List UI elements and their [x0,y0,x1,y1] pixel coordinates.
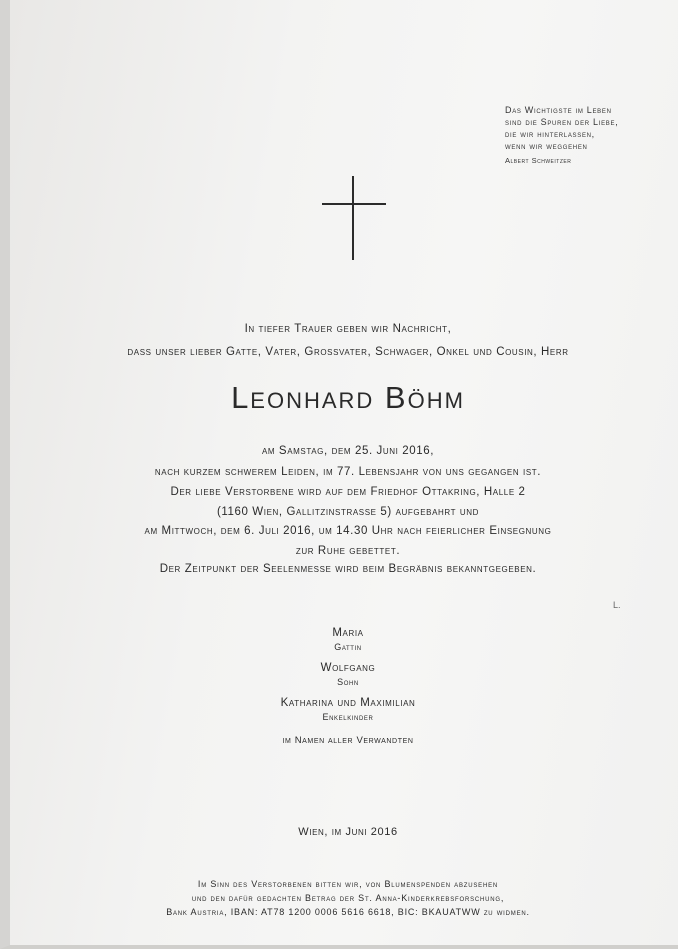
burial-line-1: Der liebe Verstorbene wird auf dem Friedhof Ottakring, Halle 2 [170,486,526,498]
quote-author: Albert Schweitzer [505,156,572,165]
stray-mark: L. [613,600,621,610]
mass-text: Der Zeitpunkt der Seelenmesse wird beim Begräbnis bekanntgegeben. [159,563,537,575]
burial-line-4: zur Ruhe gebettet. [295,544,401,557]
relatives-text: im Namen aller Verwandten [282,735,414,746]
schweitzer-quote [505,104,618,167]
family-member-name: Maria [332,627,364,639]
passing-line-1: am Samstag, dem 25. Juni 2016, [261,445,435,457]
deceased-name: Leonhard Böhm [231,380,465,415]
place-date: Wien, im Juni 2016 [298,826,398,838]
donation-line-2: und den dafür gedachten Betrag der St. Anna-Kinderkrebsforschung, [191,893,505,903]
quote-line: wenn wir weggehen [505,141,588,151]
donation-text [70,877,626,919]
burial-text [70,483,626,561]
family-list [70,625,626,730]
intro-line-2: dass unser lieber Gatte, Vater, Grossvater, Schwager, Onkel und Cousin, Herr [127,346,569,358]
family-member-relation: Enkelkinder [322,712,374,722]
burial-line-2: (1160 Wien, Gallitzinstrasse 5) aufgebahrt und [216,505,480,518]
burial-line-3: am Mittwoch, dem 6. Juli 2016, um 14.30 Uhr nach feierlicher Einsegnung [144,525,552,537]
intro-line-1: In tiefer Trauer geben wir Nachricht, [244,323,452,335]
passing-line-2: nach kurzem schwerem Leiden, im 77. Lebensjahr von uns gegangen ist. [154,466,542,478]
passing-text [70,441,626,483]
quote-line: Das Wichtigste im Leben [505,105,612,115]
family-member-name: Katharina und Maximilian [280,697,416,709]
quote-line: die wir hinterlassen, [505,129,595,139]
intro-text [70,318,626,364]
quote-line: sind die Spuren der Liebe, [505,117,619,127]
family-member-relation: Gattin [334,642,362,652]
cross-icon [322,176,386,260]
donation-line-1: Im Sinn des Verstorbenen bitten wir, von Blumenspenden abzusehen [197,879,499,889]
family-member-name: Wolfgang [320,662,376,674]
family-member-relation: Sohn [337,677,359,687]
donation-line-3: Bank Austria, IBAN: AT78 1200 0006 5616 6618, BIC: BKAUATWW zu widmen. [166,907,530,917]
